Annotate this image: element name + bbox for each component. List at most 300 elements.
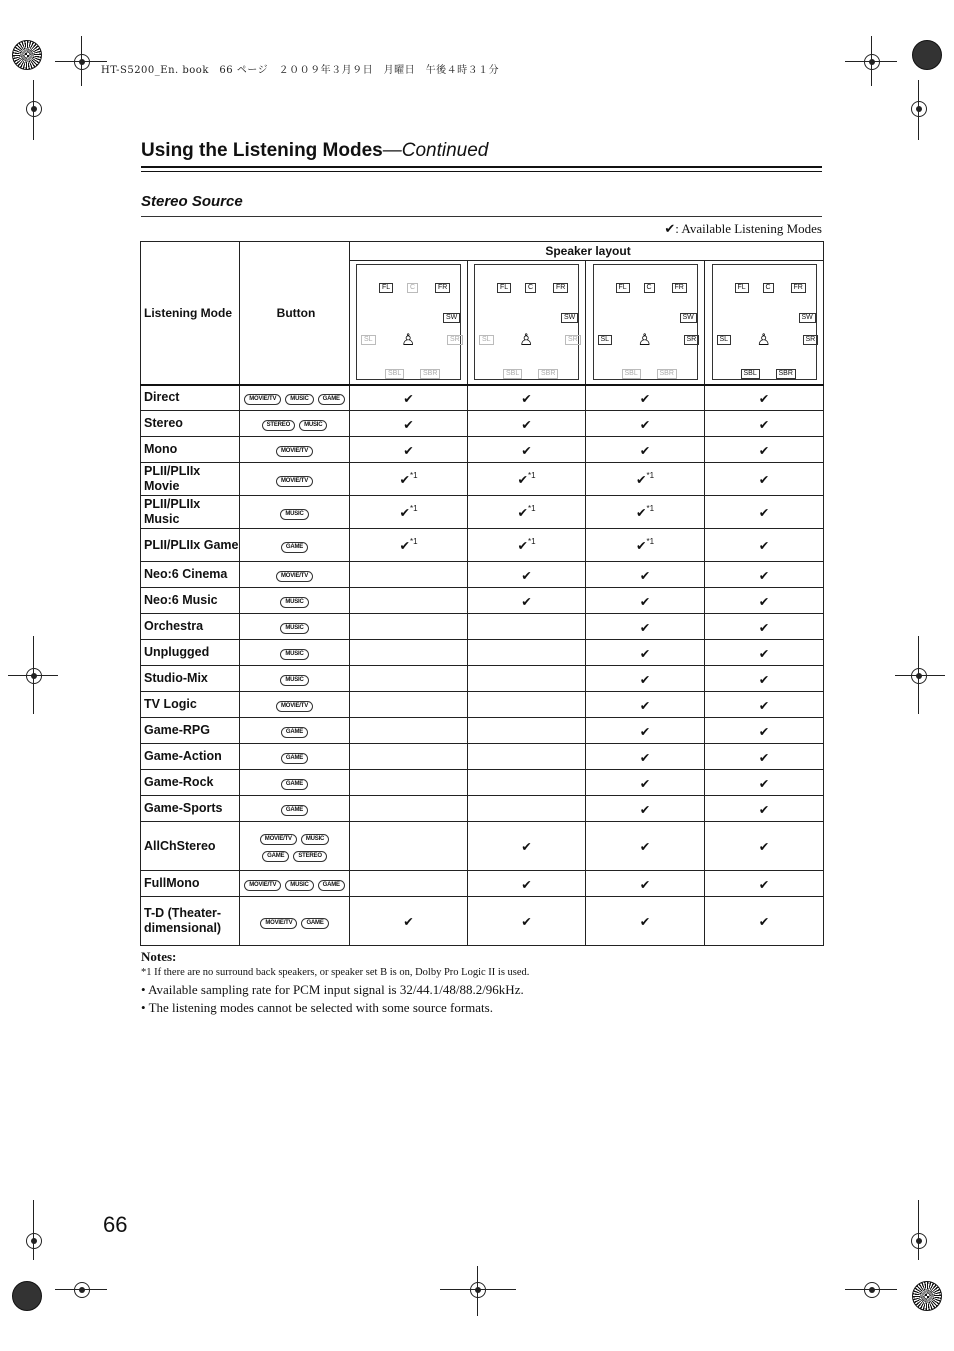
- remote-button-icon: MOVIE/TV: [276, 446, 313, 457]
- button-cell: [240, 529, 350, 562]
- availability-cell: [468, 822, 586, 871]
- check-icon: ✔: [403, 914, 414, 929]
- availability-cell: [586, 411, 705, 437]
- mode-name: Neo:6 Cinema: [141, 562, 240, 588]
- check-icon: ✔: [758, 390, 770, 406]
- check-icon: ✔: [521, 839, 532, 854]
- crop-line: [440, 1289, 516, 1290]
- speaker-sw: SW: [799, 313, 816, 323]
- legend-text: : Available Listening Modes: [675, 221, 822, 236]
- remote-button-icon: MUSIC: [280, 623, 308, 634]
- section-rule: [141, 216, 822, 217]
- check-icon: ✔: [758, 472, 770, 487]
- check-icon: ✔: [758, 538, 770, 553]
- speaker-sbl: SBL: [385, 369, 404, 379]
- speaker-fl: FL: [616, 283, 630, 293]
- table-row: [141, 718, 824, 744]
- availability-cell: [468, 692, 586, 718]
- remote-button-icon: GAME: [318, 394, 345, 405]
- speaker-sw: SW: [561, 313, 578, 323]
- availability-cell: [705, 437, 824, 463]
- check-icon: ✔: [639, 442, 651, 458]
- speaker-sbl: SBL: [741, 369, 760, 379]
- check-icon: ✔: [521, 390, 532, 406]
- speaker-sw: SW: [680, 313, 697, 323]
- registration-dark-bottom-left: [12, 1281, 42, 1311]
- speaker-sbr: SBR: [657, 369, 677, 379]
- check-icon: ✔: [635, 505, 647, 520]
- availability-cell: [350, 614, 468, 640]
- mode-name: Game-Action: [141, 744, 240, 770]
- remote-button-icon: MUSIC: [299, 420, 327, 431]
- speaker-sr: SR: [447, 335, 463, 345]
- crop-line: [918, 80, 919, 140]
- speaker-layout-diagram: [712, 264, 817, 380]
- remote-button-icon: MOVIE/TV: [244, 880, 281, 891]
- check-icon: ✔: [639, 593, 651, 609]
- availability-cell: [350, 744, 468, 770]
- mode-name: PLII/PLIIx Game: [141, 529, 240, 562]
- availability-cell: [468, 744, 586, 770]
- check-icon: ✔: [639, 567, 651, 583]
- check-icon: ✔: [639, 619, 651, 635]
- speaker-layout-cell: [705, 261, 824, 385]
- table-row: [141, 666, 824, 692]
- check-icon: ✔: [517, 538, 528, 553]
- table-body: [141, 385, 824, 946]
- availability-cell: [705, 640, 824, 666]
- mode-name: Game-Sports: [141, 796, 240, 822]
- button-cell: [240, 640, 350, 666]
- availability-cell: [586, 614, 705, 640]
- check-icon: ✔: [664, 222, 676, 237]
- check-icon: ✔: [758, 505, 770, 520]
- title-rule: [141, 166, 822, 168]
- remote-button-icon: STEREO: [262, 420, 295, 431]
- crop-line: [33, 1200, 34, 1260]
- availability-cell: [468, 897, 586, 946]
- remote-button-icon: MUSIC: [280, 509, 308, 520]
- crop-line: [477, 1266, 478, 1316]
- button-cell: [240, 562, 350, 588]
- crop-line: [871, 36, 872, 86]
- check-icon: ✔: [521, 593, 532, 609]
- check-icon: ✔: [758, 619, 770, 635]
- table-row: [141, 385, 824, 411]
- crop-line: [895, 675, 945, 676]
- table-row: [141, 529, 824, 562]
- availability-cell: [705, 897, 824, 946]
- availability-cell: [468, 666, 586, 692]
- check-icon: ✔: [635, 538, 647, 553]
- title-continued: Continued: [401, 140, 489, 161]
- check-icon: ✔: [521, 914, 532, 929]
- speaker-sl: SL: [479, 335, 494, 345]
- check-icon: ✔: [639, 697, 651, 713]
- availability-cell: [350, 770, 468, 796]
- crop-line: [918, 636, 919, 714]
- check-icon: ✔: [639, 876, 651, 892]
- check-icon: ✔: [758, 801, 770, 817]
- speaker-fr: FR: [791, 283, 806, 293]
- button-cell: [240, 871, 350, 897]
- check-icon: ✔: [639, 671, 651, 687]
- table-row: [141, 614, 824, 640]
- remote-button-icon: MUSIC: [285, 880, 313, 891]
- remote-button-icon: MOVIE/TV: [260, 918, 297, 929]
- header-speaker-layout: Speaker layout: [350, 242, 824, 261]
- remote-button-icon: MOVIE/TV: [244, 394, 281, 405]
- check-icon: ✔: [758, 416, 770, 432]
- crosshair-target-icon: [911, 668, 927, 684]
- availability-cell: [350, 692, 468, 718]
- availability-cell: [350, 496, 468, 529]
- availability-cell: [468, 463, 586, 496]
- availability-cell: [586, 529, 705, 562]
- availability-cell: [468, 496, 586, 529]
- speaker-layout-diagram: [356, 264, 461, 380]
- mode-name: Mono: [141, 437, 240, 463]
- crosshair-target-icon: [26, 668, 42, 684]
- availability-cell: [350, 822, 468, 871]
- availability-cell: [468, 588, 586, 614]
- header-listening-mode: Listening Mode: [141, 242, 240, 385]
- check-icon: ✔: [758, 671, 770, 687]
- crop-line: [55, 1289, 107, 1290]
- mode-name: AllChStereo: [141, 822, 240, 871]
- availability-cell: [468, 770, 586, 796]
- remote-button-icon: GAME: [318, 880, 345, 891]
- check-icon: ✔: [521, 442, 532, 458]
- speaker-sl: SL: [598, 335, 613, 345]
- check-icon: ✔: [758, 839, 770, 854]
- speaker-fl: FL: [379, 283, 393, 293]
- button-cell: [240, 614, 350, 640]
- speaker-sbl: SBL: [622, 369, 641, 379]
- availability-cell: [586, 640, 705, 666]
- availability-cell: [350, 718, 468, 744]
- speaker-sr: SR: [565, 335, 581, 345]
- table-row: [141, 588, 824, 614]
- footnote-marker: *1: [409, 537, 418, 546]
- speaker-sbr: SBR: [538, 369, 558, 379]
- availability-cell: [586, 897, 705, 946]
- speaker-layout-cell: [586, 261, 705, 385]
- button-cell: [240, 385, 350, 411]
- check-icon: ✔: [758, 914, 770, 929]
- speaker-sbl: SBL: [503, 369, 522, 379]
- button-cell: [240, 822, 350, 871]
- button-cell: [240, 666, 350, 692]
- availability-cell: [705, 744, 824, 770]
- remote-button-icon: GAME: [281, 805, 308, 816]
- speaker-layout-diagram: [593, 264, 698, 380]
- footnote: *1 If there are no surround back speakers, or speaker set B is on, Dolby Pro Logic II is used.: [141, 967, 530, 978]
- section-heading: Stereo Source: [141, 193, 243, 210]
- speaker-c: C: [407, 283, 418, 293]
- availability-cell: [468, 411, 586, 437]
- check-icon: ✔: [517, 505, 528, 520]
- check-icon: ✔: [639, 914, 651, 929]
- crosshair-target-icon: [470, 1282, 486, 1298]
- table-row: [141, 822, 824, 871]
- availability-cell: [705, 496, 824, 529]
- speaker-c: C: [525, 283, 536, 293]
- availability-cell: [350, 463, 468, 496]
- availability-cell: [705, 463, 824, 496]
- mode-name: Game-Rock: [141, 770, 240, 796]
- check-icon: ✔: [517, 472, 528, 487]
- check-icon: ✔: [639, 749, 651, 765]
- remote-button-icon: MUSIC: [280, 597, 308, 608]
- footnote-marker: *1: [409, 471, 418, 480]
- availability-cell: [468, 529, 586, 562]
- remote-button-icon: STEREO: [293, 851, 326, 862]
- crosshair-target-icon: [26, 1233, 42, 1249]
- footnote-marker: *1: [646, 504, 655, 513]
- availability-cell: [350, 437, 468, 463]
- check-icon: ✔: [521, 416, 532, 432]
- remote-button-icon: MOVIE/TV: [276, 701, 313, 712]
- registration-sunburst-bottom-right: [912, 1281, 942, 1311]
- remote-button-icon: MUSIC: [301, 834, 329, 845]
- speaker-layout-cell: [350, 261, 468, 385]
- note-bullet: • The listening modes cannot be selected with some source formats.: [141, 1000, 493, 1015]
- footnote-marker: *1: [527, 504, 536, 513]
- listener-icon: ♙: [756, 330, 771, 350]
- remote-button-icon: GAME: [281, 753, 308, 764]
- availability-cell: [705, 666, 824, 692]
- check-icon: ✔: [639, 839, 651, 854]
- remote-button-icon: GAME: [281, 727, 308, 738]
- footnote-marker: *1: [646, 537, 655, 546]
- remote-button-icon: GAME: [281, 779, 308, 790]
- check-icon: ✔: [399, 472, 410, 487]
- availability-cell: [705, 385, 824, 411]
- crosshair-target-icon: [74, 54, 90, 70]
- availability-cell: [468, 640, 586, 666]
- speaker-sr: SR: [803, 335, 819, 345]
- table-row: [141, 744, 824, 770]
- remote-button-icon: MUSIC: [280, 675, 308, 686]
- button-cell: [240, 496, 350, 529]
- mode-name: T-D (Theater-dimensional): [141, 897, 240, 946]
- button-cell: [240, 718, 350, 744]
- title-main: Using the Listening Modes: [141, 140, 383, 161]
- button-cell: [240, 437, 350, 463]
- mode-name: FullMono: [141, 871, 240, 897]
- crop-line: [33, 80, 34, 140]
- availability-cell: [705, 822, 824, 871]
- print-header: HT-S5200_En. book 66 ページ ２００９年３月９日 月曜日 午後４時３１分: [101, 65, 500, 76]
- check-icon: ✔: [758, 593, 770, 609]
- footnote-marker: *1: [527, 537, 536, 546]
- button-cell: [240, 796, 350, 822]
- header-button: Button: [240, 242, 350, 385]
- crosshair-target-icon: [911, 1233, 927, 1249]
- availability-cell: [350, 666, 468, 692]
- availability-cell: [350, 897, 468, 946]
- button-cell: [240, 411, 350, 437]
- remote-button-icon: MOVIE/TV: [260, 834, 297, 845]
- listening-modes-table: [140, 241, 824, 946]
- button-cell: [240, 463, 350, 496]
- availability-cell: [350, 588, 468, 614]
- check-icon: ✔: [403, 442, 414, 458]
- speaker-sbr: SBR: [420, 369, 440, 379]
- table-row: [141, 496, 824, 529]
- mode-name: Neo:6 Music: [141, 588, 240, 614]
- speaker-layout-cell: [468, 261, 586, 385]
- availability-cell: [586, 692, 705, 718]
- crosshair-target-icon: [26, 101, 42, 117]
- check-icon: ✔: [521, 876, 532, 892]
- speaker-c: C: [763, 283, 774, 293]
- listener-icon: ♙: [637, 330, 652, 350]
- speaker-c: C: [644, 283, 655, 293]
- speaker-layout-diagram: [474, 264, 579, 380]
- availability-cell: [705, 529, 824, 562]
- page-number: 66: [103, 1212, 128, 1237]
- mode-name: Studio-Mix: [141, 666, 240, 692]
- speaker-fl: FL: [497, 283, 511, 293]
- mode-name: Stereo: [141, 411, 240, 437]
- availability-cell: [350, 529, 468, 562]
- availability-cell: [350, 640, 468, 666]
- availability-cell: [705, 770, 824, 796]
- page-title: [141, 140, 488, 162]
- speaker-sr: SR: [684, 335, 700, 345]
- availability-cell: [705, 718, 824, 744]
- remote-button-icon: GAME: [301, 918, 328, 929]
- availability-cell: [705, 411, 824, 437]
- crop-line: [81, 36, 82, 86]
- check-icon: ✔: [758, 645, 770, 661]
- button-cell: [240, 588, 350, 614]
- table-row: [141, 770, 824, 796]
- check-icon: ✔: [758, 876, 770, 892]
- table-row: [141, 871, 824, 897]
- availability-cell: [586, 496, 705, 529]
- availability-cell: [586, 796, 705, 822]
- mode-name: Game-RPG: [141, 718, 240, 744]
- availability-cell: [468, 385, 586, 411]
- availability-cell: [705, 562, 824, 588]
- remote-button-icon: MUSIC: [280, 649, 308, 660]
- speaker-fr: FR: [553, 283, 568, 293]
- check-icon: ✔: [403, 416, 414, 432]
- check-icon: ✔: [639, 801, 651, 817]
- availability-cell: [586, 744, 705, 770]
- speaker-fl: FL: [735, 283, 749, 293]
- title-dash: —: [382, 140, 402, 161]
- crop-line: [918, 1200, 919, 1260]
- table-row: [141, 640, 824, 666]
- remote-button-icon: MOVIE/TV: [276, 476, 313, 487]
- availability-cell: [586, 437, 705, 463]
- check-icon: ✔: [399, 538, 410, 553]
- availability-cell: [705, 692, 824, 718]
- table-row: [141, 796, 824, 822]
- availability-cell: [468, 437, 586, 463]
- availability-cell: [350, 562, 468, 588]
- check-icon: ✔: [758, 567, 770, 583]
- mode-name: PLII/PLIIx Music: [141, 496, 240, 529]
- availability-cell: [468, 614, 586, 640]
- availability-cell: [586, 463, 705, 496]
- table-row: [141, 411, 824, 437]
- check-icon: ✔: [521, 567, 532, 583]
- check-icon: ✔: [639, 723, 651, 739]
- table-row: [141, 692, 824, 718]
- availability-cell: [586, 718, 705, 744]
- check-icon: ✔: [403, 390, 414, 406]
- availability-cell: [586, 385, 705, 411]
- crosshair-target-icon: [864, 1282, 880, 1298]
- availability-cell: [350, 385, 468, 411]
- check-icon: ✔: [758, 442, 770, 458]
- check-icon: ✔: [639, 416, 651, 432]
- check-icon: ✔: [399, 505, 410, 520]
- remote-button-icon: GAME: [281, 542, 308, 553]
- footnote-marker: *1: [646, 471, 655, 480]
- speaker-sbr: SBR: [776, 369, 796, 379]
- check-icon: ✔: [758, 697, 770, 713]
- check-icon: ✔: [639, 390, 651, 406]
- check-icon: ✔: [758, 723, 770, 739]
- mode-name: Unplugged: [141, 640, 240, 666]
- listener-icon: ♙: [519, 330, 534, 350]
- check-icon: ✔: [639, 645, 651, 661]
- speaker-fr: FR: [435, 283, 450, 293]
- table-row: [141, 437, 824, 463]
- note-bullet: • Available sampling rate for PCM input signal is 32/44.1/48/88.2/96kHz.: [141, 982, 524, 997]
- availability-cell: [468, 562, 586, 588]
- table-row: [141, 463, 824, 496]
- speaker-sl: SL: [717, 335, 732, 345]
- remote-button-icon: MUSIC: [285, 394, 313, 405]
- mode-name: TV Logic: [141, 692, 240, 718]
- availability-cell: [468, 718, 586, 744]
- speaker-sl: SL: [361, 335, 376, 345]
- crosshair-target-icon: [911, 101, 927, 117]
- availability-cell: [468, 871, 586, 897]
- title-rule-thin: [141, 171, 822, 172]
- crosshair-target-icon: [864, 54, 880, 70]
- table-row: [141, 897, 824, 946]
- button-cell: [240, 744, 350, 770]
- crop-line: [33, 636, 34, 714]
- footnote-marker: *1: [409, 504, 418, 513]
- availability-cell: [586, 822, 705, 871]
- mode-name: Orchestra: [141, 614, 240, 640]
- availability-cell: [705, 796, 824, 822]
- availability-cell: [350, 871, 468, 897]
- registration-dark-top-right: [912, 40, 942, 70]
- button-cell: [240, 897, 350, 946]
- check-icon: ✔: [635, 472, 647, 487]
- availability-cell: [586, 666, 705, 692]
- availability-cell: [705, 614, 824, 640]
- mode-name: PLII/PLIIx Movie: [141, 463, 240, 496]
- availability-cell: [586, 562, 705, 588]
- crop-line: [845, 1289, 897, 1290]
- mode-name: Direct: [141, 385, 240, 411]
- availability-cell: [468, 796, 586, 822]
- check-icon: ✔: [758, 749, 770, 765]
- footnote-marker: *1: [527, 471, 536, 480]
- notes-heading: Notes:: [141, 949, 177, 964]
